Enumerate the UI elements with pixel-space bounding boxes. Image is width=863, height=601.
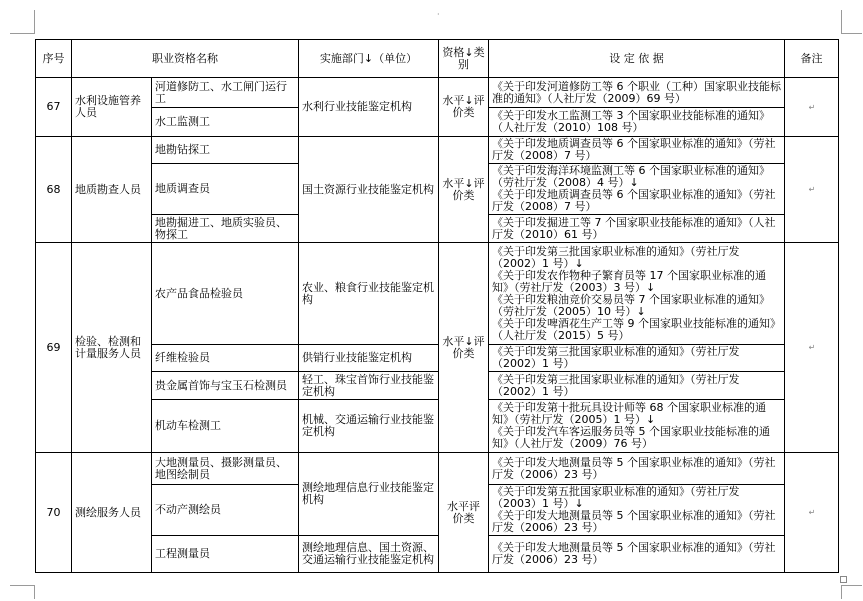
department-cell: 测绘地理信息行业技能鉴定机构 bbox=[299, 453, 439, 536]
paragraph-mark: ↵ bbox=[808, 343, 816, 352]
table-row bbox=[36, 400, 839, 453]
paragraph-mark: ↵ bbox=[808, 102, 816, 112]
basis-document: 《关于印发海洋环境监测工等 6 个国家职业标准的通知》（劳社厅发（2008）4 号）↓ bbox=[492, 164, 770, 189]
qualification-name-cell: 地勘掘进工、地质实验员、物探工 bbox=[152, 215, 299, 243]
basis-document: 《关于印发河道修防工等 6 个职业（工种）国家职业技能标准的通知》（人社厅发（2009）69 号） bbox=[492, 79, 781, 105]
department-cell: 农业、粮食行业技能鉴定机构 bbox=[299, 243, 439, 345]
category-cell: 检验、检测和计量服务人员 bbox=[72, 243, 152, 453]
basis-document: 《关于印发粮油竞价交易员等 7 个国家职业标准的通知》（劳社厅发（2005）10 号）↓ bbox=[492, 292, 770, 318]
table-row bbox=[36, 536, 839, 573]
basis-document: 《关于印发大地测量员等 5 个国家职业标准的通知》（劳社厅发（2006）23 号） bbox=[492, 509, 776, 534]
basis-document: 《关于印发水工监测工等 3 个国家职业技能标准的通知》（人社厅发（2010）108 号） bbox=[492, 109, 770, 134]
department-cell: 机械、交通运输行业技能鉴定机构 bbox=[299, 400, 439, 453]
header-seq: 序号 bbox=[36, 40, 72, 78]
category-cell: 地质勘查人员 bbox=[72, 137, 152, 243]
basis-document: 《关于印发第三批国家职业标准的通知》（劳社厅发（2002）1 号）↓ bbox=[492, 244, 740, 270]
qualification-name-cell: 河道修防工、水工闸门运行工 bbox=[152, 78, 299, 108]
crop-mark-bottom-left-v bbox=[34, 585, 35, 599]
remark-cell bbox=[785, 453, 839, 573]
basis-document: 《关于印发汽车客运服务员等 5 个国家职业技能标准的通知》（人社厅发（2009）76 号） bbox=[492, 425, 770, 450]
table-row bbox=[36, 372, 839, 400]
qualification-name-cell: 大地测量员、摄影测量员、地图绘制员 bbox=[152, 453, 299, 485]
department-cell: 水利行业技能鉴定机构 bbox=[299, 78, 439, 137]
remark-cell bbox=[785, 137, 839, 243]
header-remark: 备注 bbox=[785, 40, 839, 78]
seq-cell: 70 bbox=[36, 453, 72, 573]
basis-cell bbox=[489, 78, 785, 108]
crop-mark-top-right-h bbox=[842, 33, 862, 34]
crop-mark-top-left-h bbox=[10, 33, 34, 34]
table-row bbox=[36, 345, 839, 372]
qualification-name-cell: 贵金属首饰与宝玉石检测员 bbox=[152, 372, 299, 400]
basis-cell bbox=[489, 108, 785, 137]
category-cell: 测绘服务人员 bbox=[72, 453, 152, 573]
remark-cell bbox=[785, 78, 839, 137]
basis-document: 《关于印发第十批玩具设计师等 68 个国家职业标准的通知》（劳社厅发（2005）1 号）↓ bbox=[492, 401, 766, 426]
department-cell: 供销行业技能鉴定机构 bbox=[299, 345, 439, 372]
department-cell: 国土资源行业技能鉴定机构 bbox=[299, 137, 439, 243]
basis-cell bbox=[489, 137, 785, 164]
basis-cell bbox=[489, 453, 785, 485]
basis-cell bbox=[489, 345, 785, 372]
header-dept: 实施部门↓（单位） bbox=[299, 40, 439, 78]
basis-document: 《关于印发第五批国家职业标准的通知》（劳社厅发（2003）1 号）↓ bbox=[492, 485, 740, 510]
crop-mark-top-left-v bbox=[34, 10, 35, 34]
paragraph-mark: ↵ bbox=[808, 185, 816, 194]
seq-cell: 69 bbox=[36, 243, 72, 453]
qualification-name-cell: 工程测量员 bbox=[152, 536, 299, 573]
basis-cell bbox=[489, 164, 785, 215]
level-cell: 水平↓评价类 bbox=[439, 137, 489, 243]
crop-mark-bottom-left-h bbox=[10, 585, 34, 586]
basis-cell bbox=[489, 536, 785, 573]
seq-cell: 68 bbox=[36, 137, 72, 243]
basis-cell bbox=[489, 400, 785, 453]
table-row bbox=[36, 137, 839, 164]
department-cell: 轻工、珠宝首饰行业技能鉴定机构 bbox=[299, 372, 439, 400]
table-end-marker bbox=[840, 576, 847, 583]
table-row bbox=[36, 78, 839, 108]
header-basis: 设 定 依 据 bbox=[489, 40, 785, 78]
qualification-name-cell: 农产品食品检验员 bbox=[152, 243, 299, 345]
basis-document: 《关于印发啤酒花生产工等 9 个国家职业技能标准的通知》（人社厅发（2015）5 号） bbox=[492, 316, 781, 342]
qualification-name-cell: 水工监测工 bbox=[152, 108, 299, 137]
paragraph-mark: ↵ bbox=[808, 508, 816, 517]
basis-document: 《关于印发第三批国家职业标准的通知》（劳社厅发（2002）1 号） bbox=[492, 345, 740, 370]
crop-mark-top-right-v bbox=[841, 10, 842, 34]
crop-mark-bottom-right-h bbox=[842, 585, 862, 586]
basis-cell bbox=[489, 372, 785, 400]
qualification-name-cell: 地勘钻探工 bbox=[152, 137, 299, 164]
header-name: 职业资格名称 bbox=[72, 40, 299, 78]
level-cell: 水平↓评价类 bbox=[439, 78, 489, 137]
basis-document: 《关于印发大地测量员等 5 个国家职业标准的通知》（劳社厅发（2006）23 号） bbox=[492, 455, 776, 481]
basis-document: 《关于印发地质调查员等 6 个国家职业标准的通知》（劳社厅发（2008）7 号） bbox=[492, 137, 776, 162]
basis-cell bbox=[489, 485, 785, 536]
qualification-table bbox=[35, 39, 839, 573]
seq-cell: 67 bbox=[36, 78, 72, 137]
basis-document: 《关于印发农作物种子繁育员等 17 个国家职业标准的通知》（劳社厅发（2003）3 号）↓ bbox=[492, 268, 766, 294]
basis-document: 《关于印发大地测量员等 5 个国家职业标准的通知》（劳社厅发（2006）23 号） bbox=[492, 541, 776, 566]
level-cell: 水平↓评价类 bbox=[439, 243, 489, 453]
basis-cell bbox=[489, 243, 785, 345]
basis-document: 《关于印发掘进工等 7 个国家职业技能标准的通知》（人社厅发（2010）61 号） bbox=[492, 215, 776, 241]
table-row bbox=[36, 453, 839, 485]
crop-mark-bottom-right-v bbox=[841, 585, 842, 599]
table-header-row bbox=[36, 40, 839, 78]
basis-cell bbox=[489, 215, 785, 243]
basis-document: 《关于印发地质调查员等 6 个国家职业标准的通知》（劳社厅发（2008）7 号） bbox=[492, 188, 776, 213]
qualification-name-cell: 纤维检验员 bbox=[152, 345, 299, 372]
department-cell: 测绘地理信息、国土资源、交通运输行业技能鉴定机构 bbox=[299, 536, 439, 573]
qualification-name-cell: 不动产测绘员 bbox=[152, 485, 299, 536]
level-cell: 水平评价类 bbox=[439, 453, 489, 573]
remark-cell bbox=[785, 243, 839, 453]
qualification-name-cell: 机动车检测工 bbox=[152, 400, 299, 453]
top-marker: · bbox=[437, 10, 440, 19]
header-level: 资格↓类别 bbox=[439, 40, 489, 78]
basis-document: 《关于印发第三批国家职业标准的通知》（劳社厅发（2002）1 号） bbox=[492, 372, 740, 398]
table-row bbox=[36, 243, 839, 345]
qualification-name-cell: 地质调查员 bbox=[152, 164, 299, 215]
category-cell: 水利设施管养人员 bbox=[72, 78, 152, 137]
